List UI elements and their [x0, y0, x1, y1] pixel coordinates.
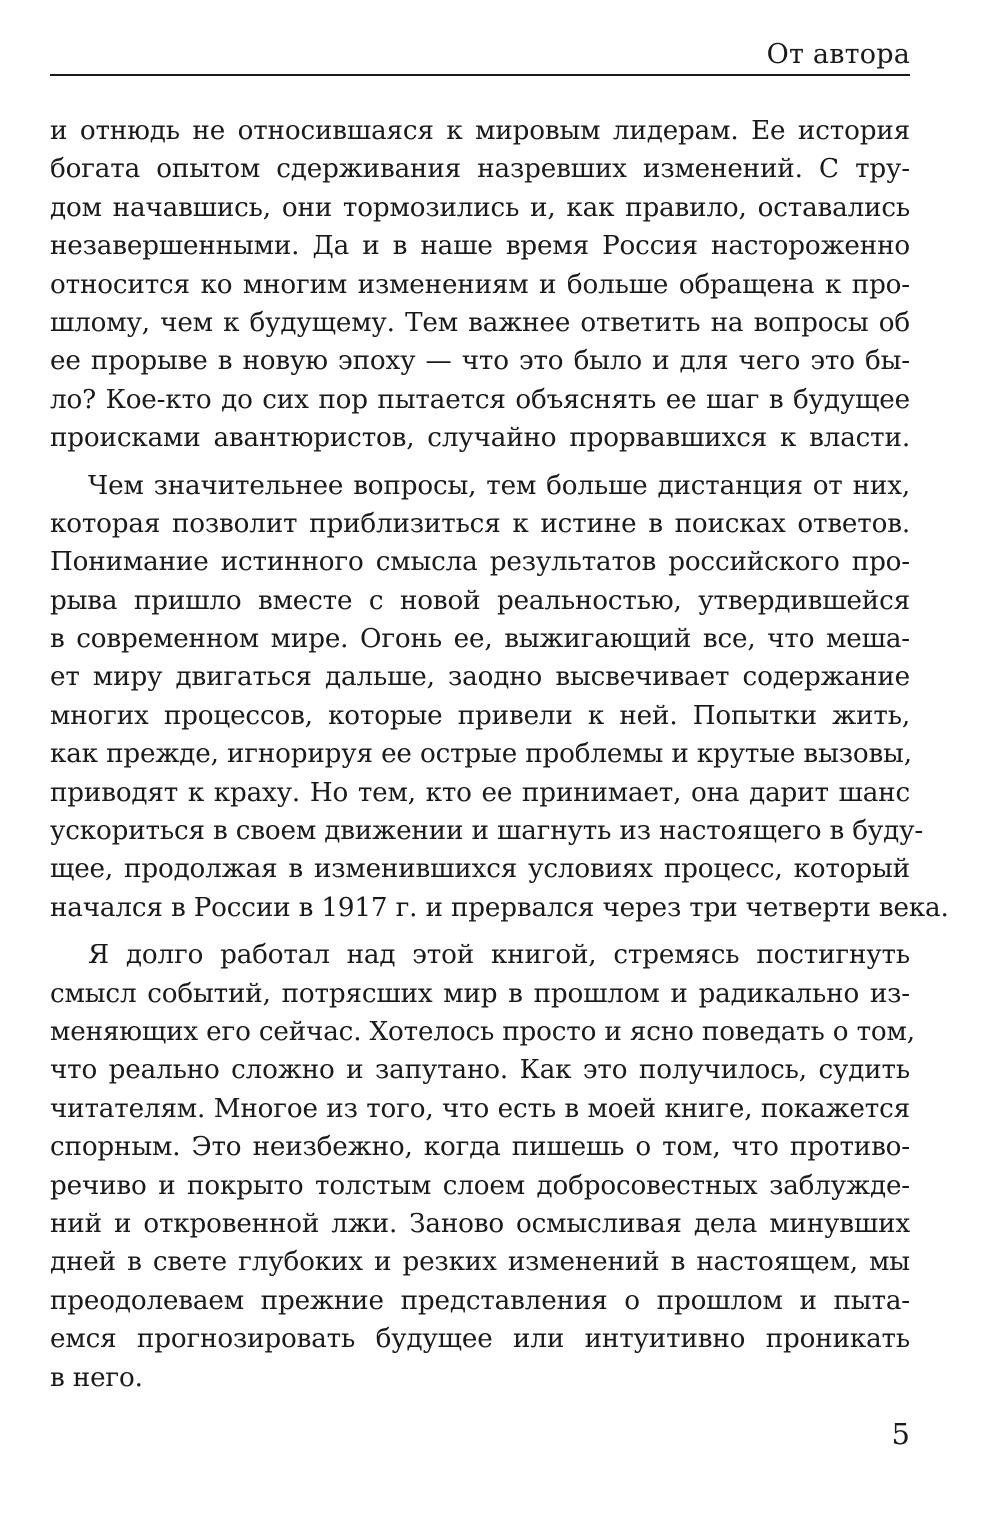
text-line: в современном мире. Огонь ее, выжигающий все, что меша-	[50, 624, 910, 655]
paragraph	[50, 112, 910, 458]
text-line: относится ко многим изменениям и больше обращена к про-	[50, 269, 910, 300]
text-line: и отнюдь не относившаяся к мировым лидерам. Ее история	[50, 116, 910, 146]
paragraph	[50, 467, 949, 928]
text-line: что реально сложно и запутано. Как это получилось, судить	[50, 1055, 910, 1086]
text-line: щее, продолжая в изменившихся условиях процесс, который	[50, 854, 910, 885]
running-head	[50, 38, 910, 76]
text-line: незавершенными. Да и в наше время Россия настороженно	[50, 231, 910, 262]
text-line: преодолеваем прежние представления о прошлом и пыта-	[50, 1285, 910, 1316]
text-line: ет миру двигаться дальше, заодно высвечивает содержание	[50, 662, 910, 693]
text-line: многих процессов, которые привели к ней. Попытки жить,	[50, 700, 910, 731]
text-line: рыва пришло вместе с новой реальностью, утвердившейся	[50, 585, 910, 616]
text-line: богата опытом сдерживания назревших изменений. С тру-	[50, 154, 910, 185]
text-line: читателям. Многое из того, что есть в моей книге, покажется	[50, 1093, 910, 1124]
text-line: Чем значительнее вопросы, тем больше дистанция от них,	[88, 470, 910, 501]
text-line: спорным. Это неизбежно, когда пишешь о том, что противо-	[50, 1132, 910, 1163]
text-line: емся прогнозировать будущее или интуитивно проникать	[50, 1324, 910, 1355]
text-line: в него.	[50, 1362, 143, 1393]
text-line: происками авантюристов, случайно прорвавшихся к власти.	[50, 423, 910, 454]
text-line: Понимание истинного смысла результатов российского про-	[50, 547, 910, 578]
running-head-title: От автора	[766, 39, 910, 70]
text-line: ее прорыве в новую эпоху — что это было и для чего это бы-	[50, 346, 910, 377]
text-line: приводят к краху. Но тем, кто ее принимает, она дарит шанс	[50, 777, 910, 808]
text-line: смысл событий, потрясших мир в прошлом и радикально из-	[50, 978, 910, 1009]
paragraph	[50, 936, 915, 1397]
text-line: речиво и покрыто толстым слоем добросовестных заблужде-	[50, 1170, 910, 1201]
page-number: 5	[891, 1417, 910, 1451]
text-line: ло? Кое-кто до сих пор пытается объяснять ее шаг в будущее	[50, 384, 910, 415]
text-line: ускориться в своем движении и шагнуть из настоящего в буду-	[50, 816, 924, 847]
text-line: начался в России в 1917 г. и прервался через три четверти века.	[50, 892, 949, 923]
text-line: которая позволит приблизиться к истине в поисках ответов.	[50, 508, 910, 539]
text-line: Я долго работал над этой книгой, стремясь постигнуть	[88, 940, 910, 971]
text-line: меняющих его сейчас. Хотелось просто и ясно поведать о том,	[50, 1016, 915, 1047]
text-line: дом начавшись, они тормозились и, как правило, оставались	[50, 192, 910, 223]
text-line: шлому, чем к будущему. Тем важнее ответить на вопросы об	[50, 307, 910, 338]
text-line: как прежде, игнорируя ее острые проблемы и крутые вызовы,	[50, 739, 912, 770]
body-text	[50, 112, 949, 1397]
text-line: ний и откровенной лжи. Заново осмысливая дела минувших	[50, 1208, 910, 1239]
text-line: дней в свете глубоких и резких изменений в настоящем, мы	[50, 1247, 910, 1278]
